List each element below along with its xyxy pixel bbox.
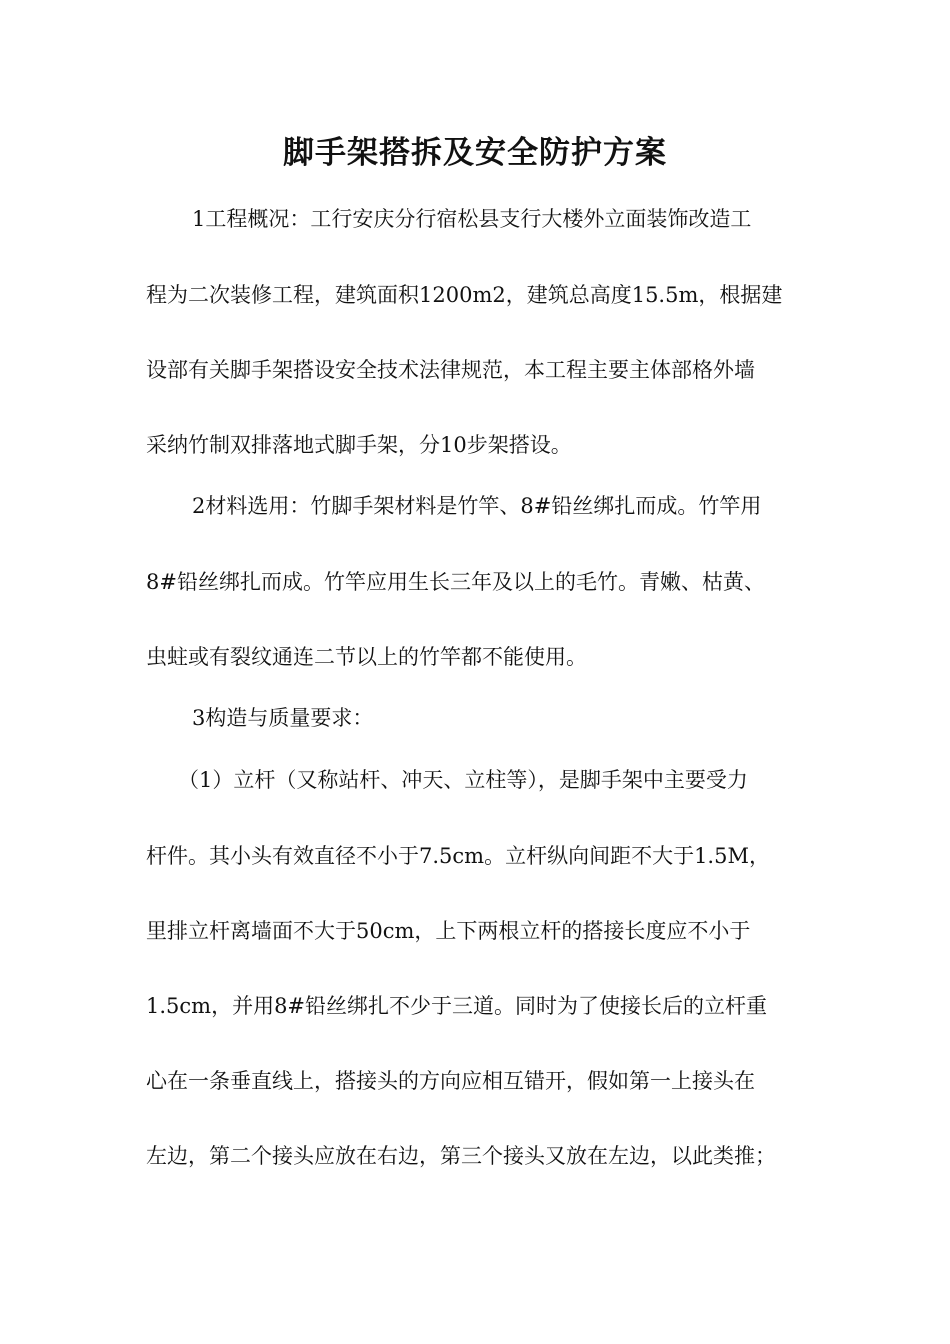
paragraph-line: 8#铅丝绑扎而成。竹竿应用生长三年及以上的毛竹。青嫩、枯黄、 bbox=[146, 570, 765, 594]
paragraph-line: 虫蛀或有裂纹通连二节以上的竹竿都不能使用。 bbox=[146, 645, 587, 669]
paragraph-line: 2材料选用：竹脚手架材料是竹竿、8#铅丝绑扎而成。竹竿用 bbox=[192, 494, 762, 518]
paragraph-line: 心在一条垂直线上，搭接头的方向应相互错开，假如第一上接头在 bbox=[146, 1069, 755, 1093]
paragraph-line: （1）立杆（又称站杆、冲天、立柱等），是脚手架中主要受力 bbox=[178, 768, 748, 792]
paragraph-line: 1工程概况：工行安庆分行宿松县支行大楼外立面装饰改造工 bbox=[192, 207, 752, 231]
paragraph-line: 杆件。其小头有效直径不小于7.5cm。立杆纵向间距不大于1.5M， bbox=[146, 844, 770, 868]
paragraph-line: 1.5cm，并用8#铅丝绑扎不少于三道。同时为了使接长后的立杆重 bbox=[146, 994, 768, 1018]
paragraph-line: 采纳竹制双排落地式脚手架，分10步架搭设。 bbox=[146, 433, 572, 457]
section-heading-line: 3构造与质量要求： bbox=[192, 706, 374, 730]
paragraph-line: 程为二次装修工程，建筑面积1200m2，建筑总高度15.5m，根据建 bbox=[146, 283, 783, 307]
paragraph-line: 里排立杆离墙面不大于50cm，上下两根立杆的搭接长度应不小于 bbox=[146, 919, 751, 943]
paragraph-line: 左边，第二个接头应放在右边，第三个接头又放在左边，以此类推； bbox=[146, 1144, 776, 1168]
document-title: 脚手架搭拆及安全防护方案 bbox=[283, 135, 667, 171]
paragraph-line: 设部有关脚手架搭设安全技术法律规范，本工程主要主体部格外墙 bbox=[146, 358, 755, 382]
